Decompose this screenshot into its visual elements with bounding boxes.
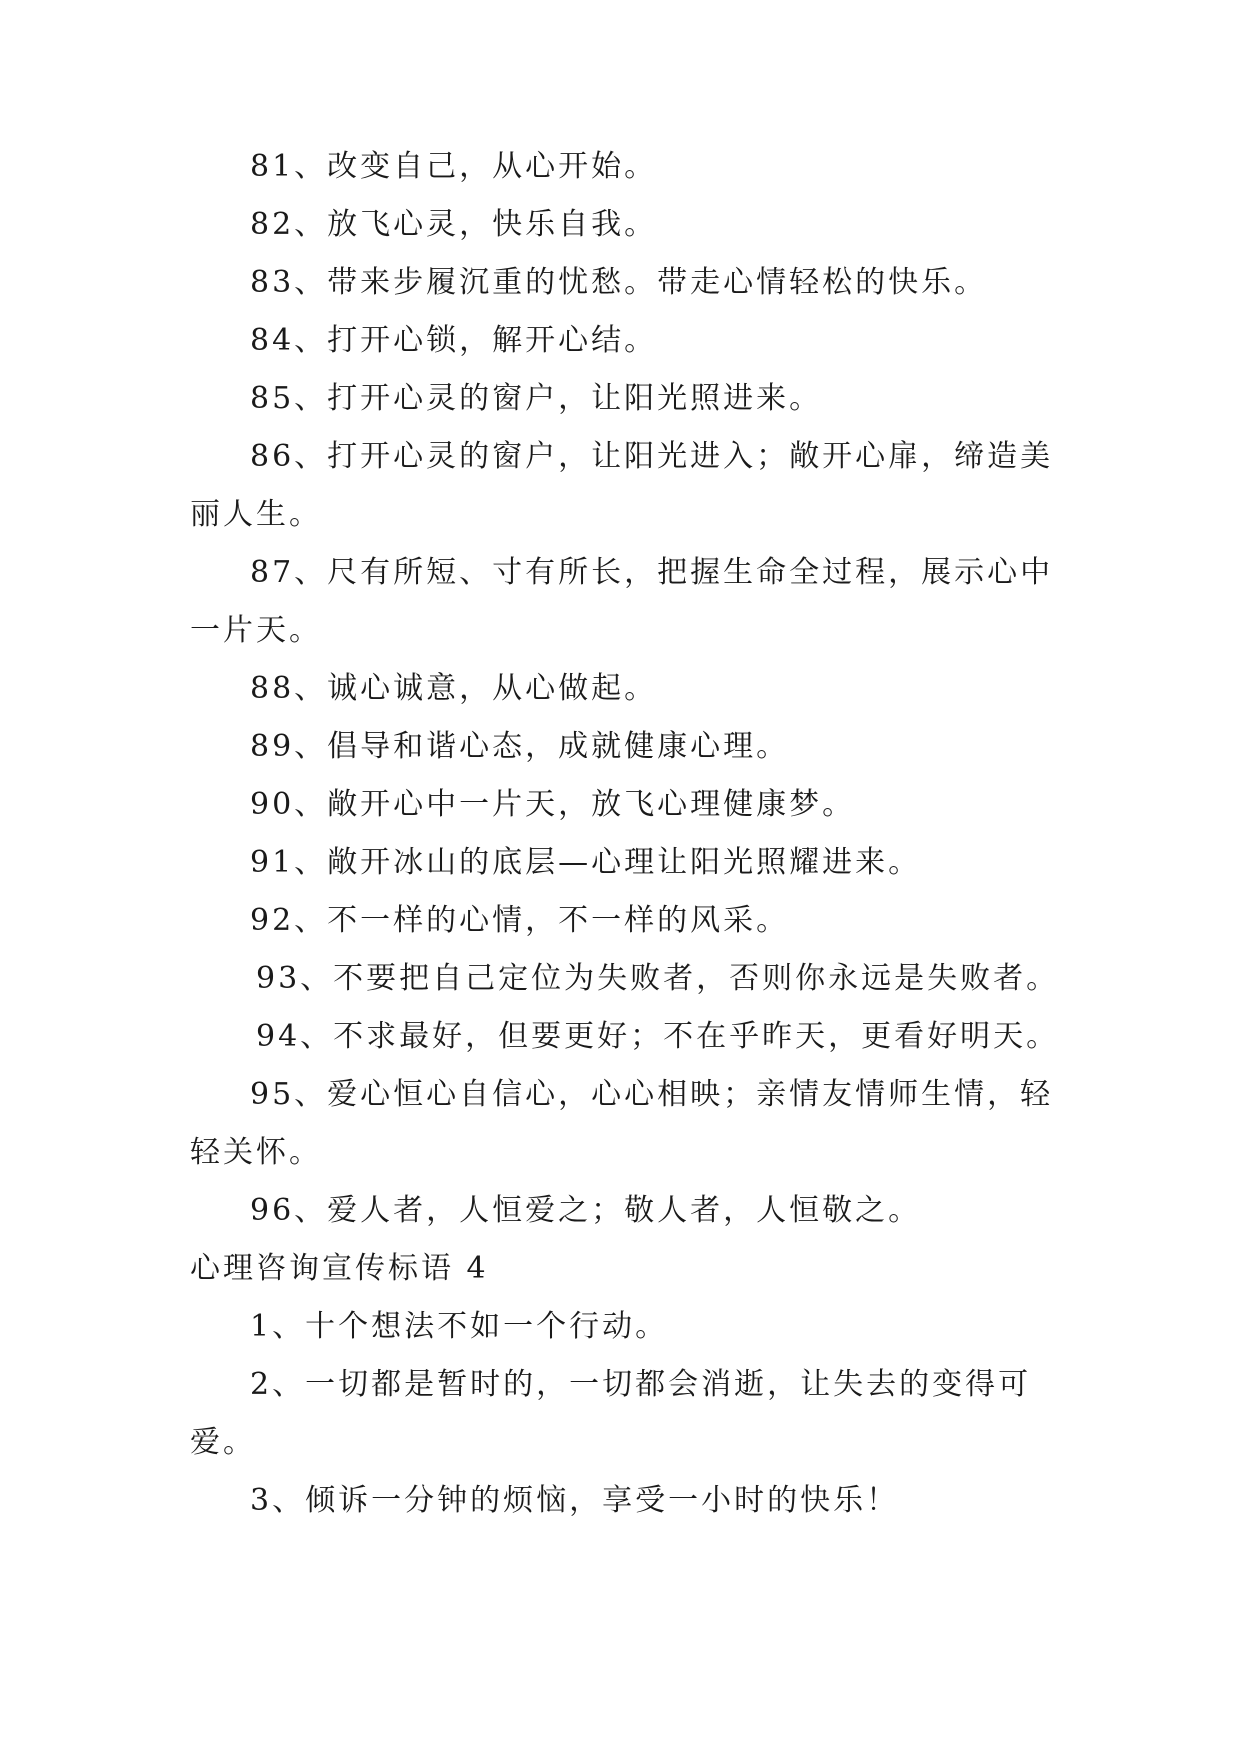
slogan-86: 86、打开心灵的窗户，让阳光进入；敞开心扉，缔造美 bbox=[250, 439, 1054, 474]
slogan-95-continued: 轻关怀。 bbox=[190, 1135, 322, 1170]
section-heading: 心理咨询宣传标语 4 bbox=[190, 1251, 489, 1286]
slogan-93: 93、不要把自己定位为失败者，否则你永远是失败者。 bbox=[256, 961, 1060, 996]
slogan-86-continued: 丽人生。 bbox=[190, 497, 322, 532]
slogan-92: 92、不一样的心情，不一样的风采。 bbox=[250, 903, 790, 938]
slogan-2-continued: 爱。 bbox=[190, 1425, 256, 1460]
slogan-95: 95、爱心恒心自信心，心心相映；亲情友情师生情，轻 bbox=[250, 1077, 1054, 1112]
slogan-88: 88、诚心诚意，从心做起。 bbox=[250, 671, 658, 706]
slogan-84: 84、打开心锁，解开心结。 bbox=[250, 323, 658, 358]
slogan-85: 85、打开心灵的窗户，让阳光照进来。 bbox=[250, 381, 823, 416]
slogan-96: 96、爱人者，人恒爱之；敬人者，人恒敬之。 bbox=[250, 1193, 922, 1228]
slogan-82: 82、放飞心灵，快乐自我。 bbox=[250, 207, 658, 242]
slogan-89: 89、倡导和谐心态，成就健康心理。 bbox=[250, 729, 790, 764]
slogan-1: 1、十个想法不如一个行动。 bbox=[250, 1309, 669, 1344]
slogan-90: 90、敞开心中一片天，放飞心理健康梦。 bbox=[250, 787, 856, 822]
slogan-3: 3、倾诉一分钟的烦恼，享受一小时的快乐！ bbox=[250, 1483, 900, 1518]
slogan-83: 83、带来步履沉重的忧愁。带走心情轻松的快乐。 bbox=[250, 265, 988, 300]
slogan-2: 2、一切都是暂时的，一切都会消逝，让失去的变得可 bbox=[250, 1367, 1032, 1402]
slogan-91: 91、敞开冰山的底层—心理让阳光照耀进来。 bbox=[250, 845, 922, 880]
slogan-81: 81、改变自己，从心开始。 bbox=[250, 149, 658, 184]
slogan-87-continued: 一片天。 bbox=[190, 613, 322, 648]
slogan-87: 87、尺有所短、寸有所长，把握生命全过程，展示心中 bbox=[250, 555, 1054, 590]
slogan-94: 94、不求最好，但要更好；不在乎昨天，更看好明天。 bbox=[256, 1019, 1060, 1054]
